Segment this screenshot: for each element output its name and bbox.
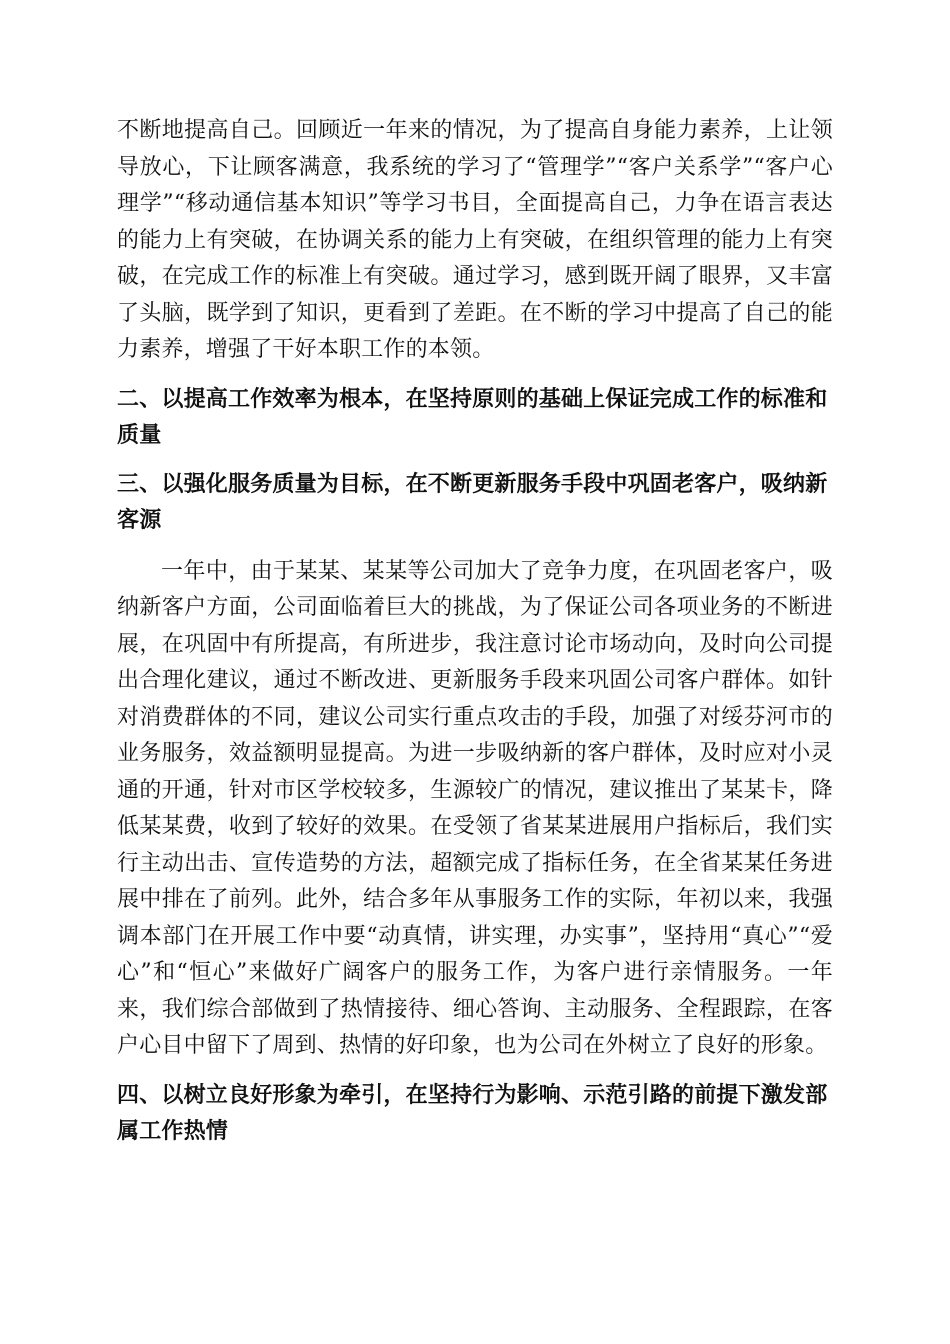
- section-heading-3: 三、以强化服务质量为目标，在不断更新服务手段中巩固老客户，吸纳新客源: [117, 471, 828, 533]
- spacer: [117, 1065, 833, 1078]
- spacer: [117, 455, 833, 467]
- body-paragraph-1: 不断地提高自己。回顾近一年来的情况，为了提高自身能力素养，上让领导放心，下让顾客满意，我系统的学习了“管理学”“客户关系学”“客户心理学”“移动通信基本知识”等学习书目，全面提高自己，力争在语言表达的能力上有突破，在协调关系的能力上有突破，在组织管理的能力上有突破，在完成工作的标准上有突破。通过学习，感到既开阔了眼界，又丰富了头脑，既学到了知识，更看到了差距。在不断的学习中提高了自己的能力素养，增强了干好本职工作的本领。: [117, 118, 833, 362]
- section-heading-2: 二、以提高工作效率为根本，在坚持原则的基础上保证完成工作的标准和质量: [117, 386, 828, 448]
- spacer: [117, 369, 833, 382]
- body-paragraph-2: 一年中，由于某某、某某等公司加大了竞争力度，在巩固老客户，吸纳新客户方面，公司面临着巨大的挑战，为了保证公司各项业务的不断进展，在巩固中有所提高，有所进步，我注意讨论市场动向，及时向公司提出合理化建议，通过不断改进、更新服务手段来巩固公司客户群体。如针对消费群体的不同，建议公司实行重点攻击的手段，加强了对绥芬河市的业务服务，效益额明显提高。为进一步吸纳新的客户群体，及时应对小灵通的开通，针对市区学校较多，生源较广的情况，建议推出了某某卡，降低某某费，收到了较好的效果。在受领了省某某进展用户指标后，我们实行主动出击、宣传造势的方法，超额完成了指标任务，在全省某某任务进展中排在了前列。此外，结合多年从事服务工作的实际，年初以来，我强调本部门在开展工作中要“动真情，讲实理，办实事”，坚持用“真心”“爱心”和“恒心”来做好广阔客户的服务工作，为客户进行亲情服务。一年来，我们综合部做到了热情接待、细心答询、主动服务、全程跟踪，在客户心目中留下了周到、热情的好印象，也为公司在外树立了良好的形象。: [117, 558, 833, 1058]
- section-heading-4: 四、以树立良好形象为牵引，在坚持行为影响、示范引路的前提下激发部属工作热情: [117, 1082, 828, 1144]
- spacer: [117, 540, 833, 554]
- document-page: [117, 113, 833, 1151]
